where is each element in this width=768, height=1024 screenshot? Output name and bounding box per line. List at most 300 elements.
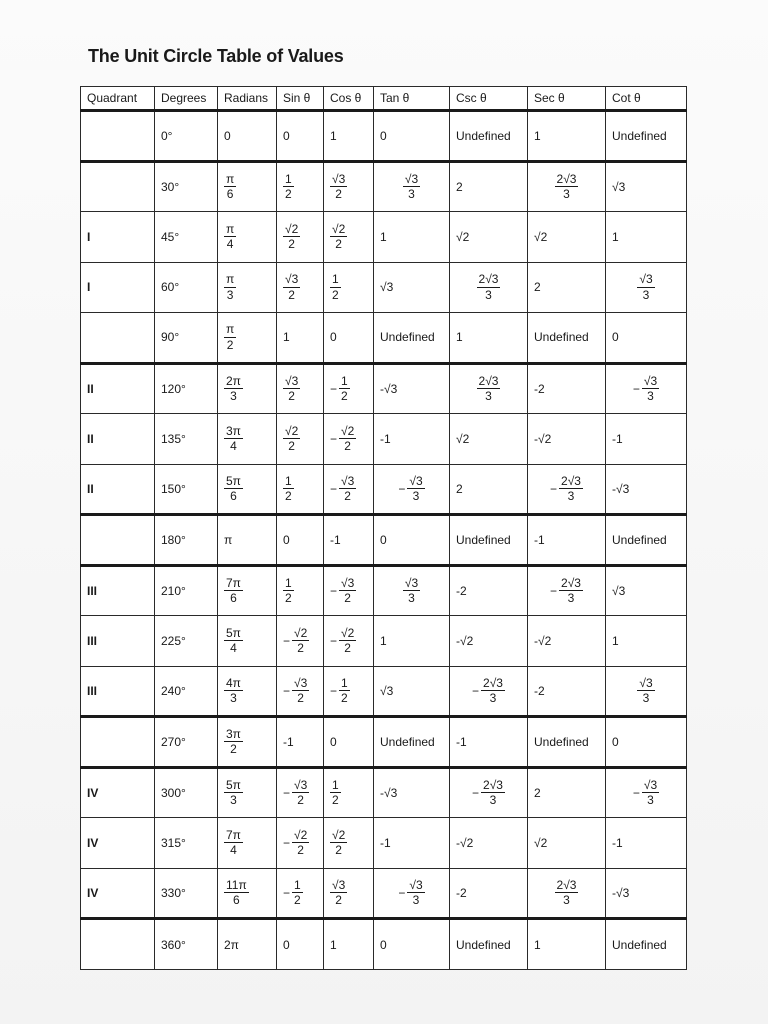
cell-degrees: 360° — [155, 919, 218, 970]
cell-radians — [218, 262, 277, 313]
cell-radians — [218, 464, 277, 515]
cell-degrees: 60° — [155, 262, 218, 313]
fraction — [224, 728, 243, 756]
fraction-numerator: 1 — [341, 373, 348, 388]
minus-sign: − — [472, 785, 480, 800]
fraction-denominator: 4 — [230, 843, 237, 858]
minus-sign: − — [330, 431, 338, 446]
cell-csc — [450, 666, 528, 717]
cell-csc — [450, 767, 528, 818]
cell-cot: -√3 — [606, 464, 687, 515]
fraction — [224, 323, 236, 351]
cell-sin: 1 — [277, 313, 324, 364]
fraction — [642, 779, 659, 807]
fraction-denominator: 3 — [563, 893, 570, 908]
fraction-denominator: 2 — [285, 591, 292, 606]
cell-tan: -1 — [374, 818, 450, 869]
fraction-numerator: π — [226, 322, 235, 337]
table-row — [81, 767, 687, 818]
cell-quadrant — [81, 717, 155, 768]
cell-tan: -√3 — [374, 767, 450, 818]
fraction-numerator: 2√3 — [556, 877, 577, 892]
minus-sign: − — [283, 633, 291, 648]
header-row — [81, 87, 687, 111]
cell-cot: -√3 — [606, 868, 687, 919]
fraction-numerator: π — [226, 221, 235, 236]
cell-sin — [277, 666, 324, 717]
cell-sec — [528, 464, 606, 515]
fraction — [339, 425, 356, 453]
fraction-numerator: π — [226, 272, 235, 287]
cell-tan — [374, 464, 450, 515]
minus-sign: − — [330, 583, 338, 598]
fraction — [283, 273, 300, 301]
fraction — [292, 879, 303, 907]
cell-cot: -1 — [606, 414, 687, 465]
fraction-denominator: 3 — [412, 489, 420, 504]
fraction — [642, 375, 659, 403]
cell-tan: 0 — [374, 919, 450, 970]
cell-cos: 0 — [324, 717, 374, 768]
fraction-numerator: √3 — [404, 171, 419, 186]
fraction-denominator: 2 — [344, 641, 351, 656]
fraction — [555, 879, 579, 907]
fraction — [339, 627, 356, 655]
cell-radians — [218, 616, 277, 667]
cell-cos — [324, 666, 374, 717]
fraction — [403, 577, 420, 605]
fraction — [477, 375, 501, 403]
cell-degrees: 315° — [155, 818, 218, 869]
fraction-numerator: √3 — [294, 675, 308, 690]
fraction — [330, 779, 341, 807]
fraction-denominator: 3 — [230, 793, 237, 808]
fraction — [224, 223, 236, 251]
cell-sin — [277, 262, 324, 313]
fraction-denominator: 2 — [288, 389, 295, 404]
fraction-denominator: 3 — [230, 389, 237, 404]
cell-sec: 2 — [528, 262, 606, 313]
cell-cos: 1 — [324, 111, 374, 162]
cell-cos: 1 — [324, 919, 374, 970]
fraction-numerator: 5π — [226, 777, 241, 792]
fraction — [224, 425, 243, 453]
cell-cos — [324, 161, 374, 212]
cell-quadrant: III — [81, 616, 155, 667]
cell-cos — [324, 818, 374, 869]
cell-cos: -1 — [324, 515, 374, 566]
fraction-numerator: √3 — [332, 877, 346, 892]
fraction-denominator: 3 — [226, 287, 234, 302]
cell-radians — [218, 313, 277, 364]
fraction-numerator: 2√3 — [478, 373, 499, 388]
cell-radians — [218, 717, 277, 768]
fraction-numerator: √3 — [285, 373, 299, 388]
fraction-numerator: √3 — [404, 575, 419, 590]
fraction-numerator: 1 — [294, 877, 301, 892]
cell-sin: 0 — [277, 515, 324, 566]
minus-sign: − — [330, 683, 338, 698]
fraction-denominator: 2 — [288, 237, 295, 252]
cell-sin — [277, 161, 324, 212]
cell-sin — [277, 818, 324, 869]
fraction-numerator: √2 — [341, 625, 355, 640]
fraction — [330, 223, 347, 251]
cell-cot: Undefined — [606, 515, 687, 566]
cell-sin: -1 — [277, 717, 324, 768]
cell-tan: 0 — [374, 111, 450, 162]
fraction-numerator: 2√3 — [478, 272, 499, 287]
fraction-numerator: √2 — [332, 221, 346, 236]
header-cos: Cos θ — [324, 87, 374, 111]
cell-sec: √2 — [528, 212, 606, 263]
fraction — [283, 375, 300, 403]
fraction — [283, 223, 300, 251]
fraction-numerator: √3 — [643, 777, 658, 792]
cell-csc: √2 — [450, 414, 528, 465]
cell-quadrant: III — [81, 666, 155, 717]
fraction-numerator: √3 — [332, 171, 346, 186]
fraction-denominator: 2 — [335, 893, 342, 908]
cell-quadrant: III — [81, 565, 155, 616]
fraction-numerator: π — [226, 171, 235, 186]
cell-degrees: 0° — [155, 111, 218, 162]
cell-degrees: 240° — [155, 666, 218, 717]
unit-circle-table — [80, 86, 687, 970]
cell-cot: 0 — [606, 717, 687, 768]
cell-cot: -1 — [606, 818, 687, 869]
fraction-numerator: 7π — [226, 575, 241, 590]
cell-sec: -√2 — [528, 616, 606, 667]
fraction-denominator: 3 — [567, 591, 575, 606]
fraction — [224, 577, 243, 605]
cell-csc — [450, 363, 528, 414]
cell-quadrant: IV — [81, 818, 155, 869]
cell-sin — [277, 616, 324, 667]
cell-sec — [528, 868, 606, 919]
cell-radians — [218, 666, 277, 717]
cell-cos — [324, 565, 374, 616]
fraction-denominator: 6 — [226, 187, 234, 202]
table-row — [81, 616, 687, 667]
fraction-denominator: 3 — [489, 793, 497, 808]
fraction — [481, 677, 505, 705]
fraction-numerator: 4π — [226, 675, 241, 690]
fraction-denominator: 3 — [567, 489, 575, 504]
cell-csc: -2 — [450, 565, 528, 616]
minus-sign: − — [472, 683, 480, 698]
fraction-numerator: 1 — [285, 473, 292, 488]
fraction-denominator: 2 — [297, 793, 304, 808]
fraction-numerator: √3 — [341, 473, 355, 488]
fraction-numerator: 1 — [285, 575, 292, 590]
fraction-denominator: 3 — [412, 893, 420, 908]
cell-tan: 1 — [374, 212, 450, 263]
fraction — [339, 475, 356, 503]
table-row — [81, 212, 687, 263]
table-row — [81, 565, 687, 616]
cell-cot — [606, 767, 687, 818]
cell-quadrant — [81, 313, 155, 364]
cell-cot — [606, 666, 687, 717]
cell-quadrant — [81, 111, 155, 162]
cell-csc: 2 — [450, 161, 528, 212]
cell-cos — [324, 262, 374, 313]
cell-degrees: 45° — [155, 212, 218, 263]
minus-sign: − — [330, 633, 338, 648]
cell-sec: -1 — [528, 515, 606, 566]
fraction-denominator: 3 — [485, 389, 492, 404]
cell-tan: Undefined — [374, 717, 450, 768]
cell-quadrant: I — [81, 262, 155, 313]
fraction-denominator: 2 — [226, 337, 234, 352]
cell-tan: 1 — [374, 616, 450, 667]
fraction-numerator: √2 — [294, 625, 308, 640]
fraction-denominator: 2 — [335, 187, 342, 202]
cell-cos — [324, 363, 374, 414]
fraction-denominator: 3 — [642, 287, 650, 302]
fraction-denominator: 6 — [230, 591, 237, 606]
fraction — [224, 627, 243, 655]
header-tan: Tan θ — [374, 87, 450, 111]
minus-sign: − — [398, 481, 406, 496]
fraction — [481, 779, 505, 807]
fraction — [559, 577, 583, 605]
fraction-denominator: 2 — [335, 237, 342, 252]
fraction-numerator: √2 — [294, 827, 308, 842]
fraction-numerator: 2√3 — [556, 171, 577, 186]
cell-sin — [277, 212, 324, 263]
cell-tan: √3 — [374, 262, 450, 313]
cell-radians — [218, 565, 277, 616]
cell-cot — [606, 262, 687, 313]
table-row — [81, 515, 687, 566]
cell-radians — [218, 414, 277, 465]
fraction-numerator: √3 — [294, 777, 308, 792]
cell-quadrant — [81, 515, 155, 566]
cell-csc: Undefined — [450, 919, 528, 970]
cell-radians — [218, 363, 277, 414]
fraction-denominator: 3 — [647, 793, 654, 808]
minus-sign: − — [283, 785, 291, 800]
cell-degrees: 120° — [155, 363, 218, 414]
cell-cot: √3 — [606, 565, 687, 616]
table-row — [81, 717, 687, 768]
table-row — [81, 363, 687, 414]
cell-cot: 0 — [606, 313, 687, 364]
cell-sin — [277, 363, 324, 414]
cell-quadrant: II — [81, 464, 155, 515]
cell-cos — [324, 767, 374, 818]
fraction-numerator: √3 — [409, 877, 423, 892]
cell-cot: 1 — [606, 616, 687, 667]
cell-tan: Undefined — [374, 313, 450, 364]
fraction-denominator: 3 — [485, 287, 492, 302]
fraction — [283, 475, 294, 503]
header-radians: Radians — [218, 87, 277, 111]
cell-degrees: 30° — [155, 161, 218, 212]
cell-quadrant: IV — [81, 868, 155, 919]
fraction-denominator: 6 — [230, 489, 237, 504]
cell-radians: π — [218, 515, 277, 566]
cell-sec: Undefined — [528, 313, 606, 364]
cell-sec — [528, 161, 606, 212]
fraction — [292, 829, 309, 857]
cell-cos — [324, 616, 374, 667]
fraction-numerator: 2√3 — [483, 675, 503, 690]
fraction-numerator: 1 — [332, 272, 339, 287]
cell-degrees: 225° — [155, 616, 218, 667]
fraction-denominator: 2 — [294, 893, 301, 908]
cell-sin — [277, 565, 324, 616]
fraction-numerator: 2√3 — [483, 777, 503, 792]
cell-sec: 1 — [528, 919, 606, 970]
fraction-denominator: 3 — [408, 187, 415, 202]
cell-csc: -√2 — [450, 818, 528, 869]
page-title: The Unit Circle Table of Values — [88, 46, 344, 66]
cell-radians: 0 — [218, 111, 277, 162]
cell-radians — [218, 161, 277, 212]
cell-sin — [277, 767, 324, 818]
cell-tan — [374, 565, 450, 616]
cell-quadrant — [81, 919, 155, 970]
cell-sin: 0 — [277, 111, 324, 162]
cell-radians — [218, 868, 277, 919]
fraction-numerator: √3 — [409, 473, 423, 488]
table-row — [81, 919, 687, 970]
table-row — [81, 313, 687, 364]
cell-degrees: 90° — [155, 313, 218, 364]
fraction-numerator: 1 — [285, 171, 292, 186]
fraction-denominator: 4 — [230, 439, 237, 454]
cell-quadrant: IV — [81, 767, 155, 818]
cell-degrees: 270° — [155, 717, 218, 768]
fraction-denominator: 2 — [341, 389, 348, 404]
fraction-denominator: 3 — [647, 389, 654, 404]
minus-sign: − — [550, 481, 558, 496]
fraction-denominator: 3 — [642, 691, 650, 706]
minus-sign: − — [330, 381, 338, 396]
header-sin: Sin θ — [277, 87, 324, 111]
cell-sin — [277, 868, 324, 919]
fraction — [407, 475, 424, 503]
fraction — [330, 879, 347, 907]
fraction — [224, 475, 243, 503]
table-row — [81, 666, 687, 717]
minus-sign: − — [283, 885, 291, 900]
cell-degrees: 135° — [155, 414, 218, 465]
fraction-denominator: 2 — [344, 439, 351, 454]
fraction-denominator: 2 — [341, 691, 348, 706]
table-row — [81, 464, 687, 515]
fraction-denominator: 3 — [489, 691, 497, 706]
cell-degrees: 210° — [155, 565, 218, 616]
fraction — [330, 173, 347, 201]
fraction-denominator: 2 — [288, 287, 295, 302]
cell-csc: -√2 — [450, 616, 528, 667]
cell-tan — [374, 868, 450, 919]
fraction-numerator: 2π — [226, 373, 241, 388]
fraction — [477, 273, 501, 301]
fraction — [637, 273, 654, 301]
minus-sign: − — [632, 381, 640, 396]
fraction — [330, 829, 347, 857]
fraction-denominator: 3 — [230, 691, 237, 706]
cell-csc: 1 — [450, 313, 528, 364]
fraction-numerator: 5π — [226, 473, 241, 488]
fraction-numerator: √3 — [639, 272, 653, 287]
cell-degrees: 150° — [155, 464, 218, 515]
fraction-denominator: 2 — [285, 187, 292, 202]
header-csc: Csc θ — [450, 87, 528, 111]
cell-sin — [277, 464, 324, 515]
fraction — [559, 475, 583, 503]
fraction-numerator: √3 — [643, 373, 658, 388]
fraction-denominator: 2 — [332, 287, 339, 302]
fraction — [283, 577, 294, 605]
cell-sec: -2 — [528, 363, 606, 414]
cell-cos: 0 — [324, 313, 374, 364]
fraction-numerator: √2 — [332, 827, 346, 842]
minus-sign: − — [632, 785, 640, 800]
cell-cot: √3 — [606, 161, 687, 212]
fraction-numerator: 11π — [226, 877, 247, 892]
fraction-denominator: 2 — [285, 489, 292, 504]
cell-tan — [374, 161, 450, 212]
fraction-denominator: 2 — [230, 742, 237, 757]
cell-cos — [324, 212, 374, 263]
cell-csc: 2 — [450, 464, 528, 515]
header-degrees: Degrees — [155, 87, 218, 111]
cell-tan: -√3 — [374, 363, 450, 414]
cell-sec: √2 — [528, 818, 606, 869]
fraction-denominator: 2 — [344, 591, 351, 606]
fraction — [292, 779, 309, 807]
fraction-denominator: 2 — [332, 793, 339, 808]
fraction-numerator: √3 — [639, 675, 653, 690]
fraction-numerator: √2 — [341, 423, 355, 438]
fraction — [555, 173, 579, 201]
cell-sec: Undefined — [528, 717, 606, 768]
fraction — [292, 627, 309, 655]
cell-cot: 1 — [606, 212, 687, 263]
cell-cot: Undefined — [606, 111, 687, 162]
cell-sec: 2 — [528, 767, 606, 818]
cell-quadrant: II — [81, 363, 155, 414]
table-row — [81, 262, 687, 313]
cell-sec: 1 — [528, 111, 606, 162]
table-row — [81, 414, 687, 465]
cell-tan: 0 — [374, 515, 450, 566]
fraction — [224, 677, 243, 705]
cell-csc: -1 — [450, 717, 528, 768]
fraction-numerator: 2√3 — [561, 473, 581, 488]
cell-cos — [324, 464, 374, 515]
fraction-numerator: 3π — [226, 423, 241, 438]
fraction-numerator: 3π — [226, 726, 241, 741]
fraction — [224, 879, 249, 907]
cell-degrees: 180° — [155, 515, 218, 566]
fraction-denominator: 6 — [233, 893, 240, 908]
header-sec: Sec θ — [528, 87, 606, 111]
fraction-denominator: 4 — [226, 237, 234, 252]
fraction-numerator: √3 — [341, 575, 355, 590]
cell-csc: Undefined — [450, 515, 528, 566]
fraction — [339, 577, 356, 605]
cell-sin: 0 — [277, 919, 324, 970]
fraction — [403, 173, 420, 201]
cell-csc: -2 — [450, 868, 528, 919]
